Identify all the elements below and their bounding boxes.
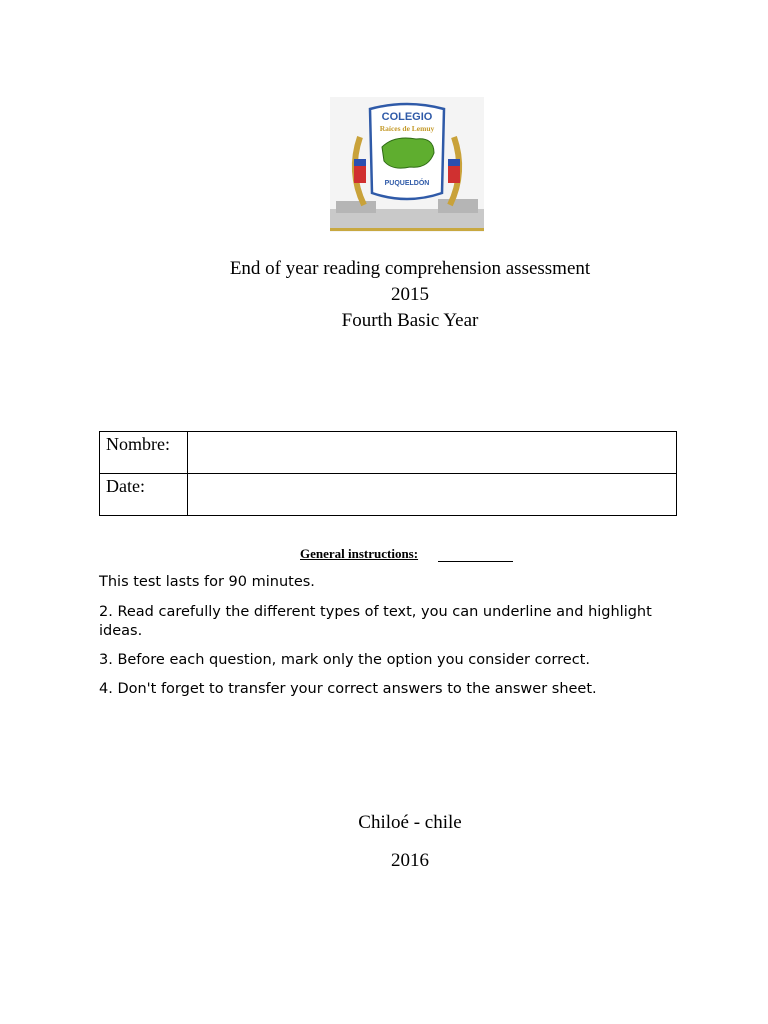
name-label: Nombre: — [100, 432, 188, 474]
logo-text-name: Raíces de Lemuy — [379, 124, 435, 133]
grade-level: Fourth Basic Year — [341, 310, 479, 331]
date-row — [100, 474, 677, 516]
assessment-year: 2015 — [391, 284, 429, 305]
location: Chiloé - chile — [358, 812, 462, 833]
instruction-item: 4. Don't forget to transfer your correct answers to the answer sheet. — [99, 681, 597, 697]
instruction-item: 2. Read carefully the different types of text, you can underline and highlight ideas. — [99, 604, 652, 639]
date-label: Date: — [100, 474, 188, 516]
school-logo — [330, 97, 484, 232]
footer-year: 2016 — [391, 850, 429, 871]
heading-underline — [438, 561, 513, 562]
document-title: End of year reading comprehension assessment — [229, 258, 591, 279]
logo-text-town: PUQUELDÓN — [384, 180, 430, 187]
date-field[interactable] — [188, 474, 677, 516]
name-row — [100, 432, 677, 474]
instructions-heading: General instructions: — [300, 546, 419, 561]
instruction-item: 3. Before each question, mark only the option you consider correct. — [99, 652, 590, 668]
logo-text-colegio: COLEGIO — [381, 111, 433, 123]
instruction-item: This test lasts for 90 minutes. — [99, 574, 315, 590]
student-info-table — [99, 431, 677, 516]
name-field[interactable] — [188, 432, 677, 474]
